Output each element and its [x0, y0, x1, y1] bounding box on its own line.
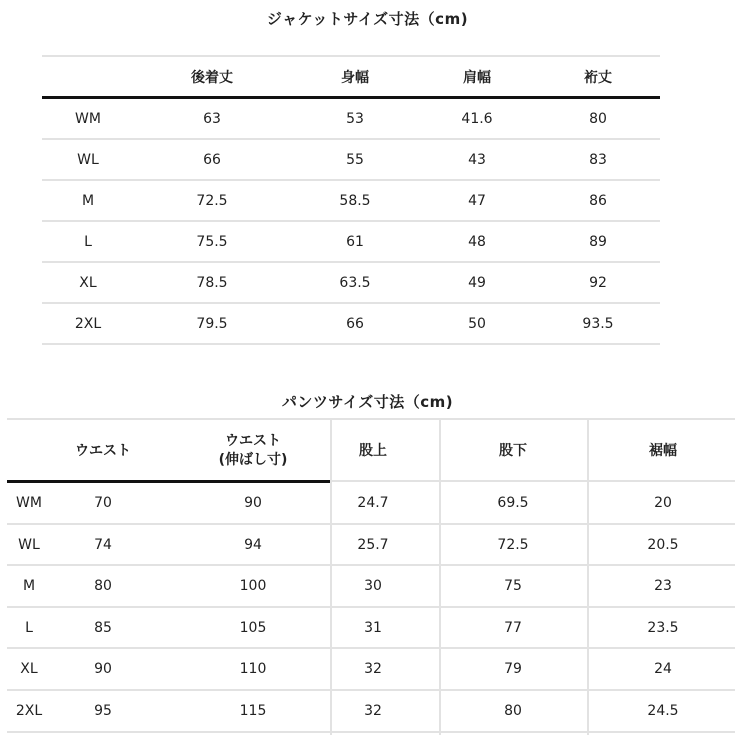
table-cell: 24.7	[357, 495, 389, 511]
table-cell: 75.5	[196, 233, 228, 250]
table-cell: 25.7	[357, 536, 389, 553]
table-row	[42, 263, 660, 304]
table-cell: 75	[504, 578, 522, 594]
jacket-header-sleeve-length: 裄丈	[584, 69, 612, 86]
table-cell: 95	[94, 703, 112, 719]
table-cell: 30	[364, 578, 382, 594]
size-label: WM	[16, 495, 42, 511]
table-cell: 50	[468, 315, 486, 332]
table-cell: 66	[203, 151, 221, 168]
table-cell: 23.5	[647, 619, 679, 636]
jacket-header-back-length: 後着丈	[191, 69, 233, 86]
table-cell: 72.5	[196, 192, 228, 209]
table-cell: 80	[504, 703, 522, 719]
table-row	[7, 566, 735, 606]
table-row	[42, 99, 660, 140]
row-divider	[7, 731, 735, 733]
pants-header-inseam: 股下	[499, 442, 527, 459]
size-label: XL	[79, 274, 97, 291]
table-cell: 105	[239, 619, 267, 636]
size-label: M	[22, 578, 36, 594]
table-cell: 94	[244, 536, 262, 553]
table-cell: 100	[239, 578, 267, 594]
table-cell: 32	[364, 703, 382, 719]
size-label: WL	[18, 536, 40, 553]
pants-size-title: パンツサイズ寸法（cm)	[281, 393, 454, 411]
table-row	[42, 140, 660, 181]
table-cell: 115	[239, 703, 267, 719]
size-label: XL	[20, 661, 38, 677]
pants-header-hem-width: 裾幅	[649, 442, 677, 459]
jacket-size-title: ジャケットサイズ寸法（cm)	[266, 10, 469, 28]
table-cell: 23	[654, 578, 672, 594]
pants-header-waist: ウエスト	[75, 442, 131, 459]
table-cell: 55	[346, 151, 364, 168]
table-cell: 85	[94, 619, 112, 636]
jacket-header-row	[42, 57, 660, 99]
table-cell: 90	[244, 495, 262, 511]
table-row	[7, 608, 735, 647]
table-row	[42, 222, 660, 263]
size-label: 2XL	[74, 315, 102, 332]
table-cell: 66	[346, 315, 364, 332]
pants-header-size	[7, 420, 51, 482]
table-row	[42, 181, 660, 222]
table-cell: 63	[203, 110, 221, 127]
size-label: WL	[77, 151, 99, 168]
jacket-header-body-width: 身幅	[341, 69, 369, 86]
table-cell: 24.5	[647, 703, 679, 719]
table-row	[7, 691, 735, 731]
table-cell: 31	[364, 619, 382, 636]
table-cell: 79.5	[196, 315, 228, 332]
size-label: L	[84, 233, 92, 250]
table-cell: 78.5	[196, 274, 228, 291]
pants-header-rise: 股上	[359, 442, 387, 459]
table-cell: 49	[468, 274, 486, 291]
pants-header-row	[7, 418, 735, 482]
table-row	[42, 304, 660, 345]
table-cell: 80	[589, 110, 607, 127]
table-cell: 92	[589, 274, 607, 291]
table-row	[7, 649, 735, 689]
size-label: L	[25, 619, 33, 636]
size-label: M	[81, 192, 95, 209]
table-cell: 110	[239, 661, 267, 677]
table-row	[7, 483, 735, 523]
table-cell: 63.5	[339, 274, 371, 291]
size-label: 2XL	[15, 703, 43, 719]
jacket-header-shoulder-width: 肩幅	[463, 69, 491, 86]
table-row	[7, 525, 735, 564]
table-cell: 24	[654, 661, 672, 677]
table-cell: 90	[94, 661, 112, 677]
table-cell: 80	[94, 578, 112, 594]
table-cell: 53	[346, 110, 364, 127]
table-cell: 61	[346, 233, 364, 250]
table-cell: 74	[94, 536, 112, 553]
table-cell: 77	[504, 619, 522, 636]
jacket-header-size	[58, 57, 118, 96]
table-cell: 72.5	[497, 536, 529, 553]
table-cell: 48	[468, 233, 486, 250]
table-cell: 32	[364, 661, 382, 677]
table-cell: 58.5	[339, 192, 371, 209]
table-cell: 69.5	[497, 495, 529, 511]
table-cell: 41.6	[461, 110, 493, 127]
pants-size-table	[7, 418, 735, 735]
table-cell: 70	[94, 495, 112, 511]
table-cell: 79	[504, 661, 522, 677]
table-cell: 86	[589, 192, 607, 209]
size-label: WM	[75, 110, 101, 127]
table-cell: 89	[589, 233, 607, 250]
pants-header-waist-stretched: ウエスト (伸ばし寸)	[218, 433, 288, 468]
table-cell: 93.5	[582, 315, 614, 332]
jacket-size-table	[42, 55, 660, 345]
table-cell: 83	[589, 151, 607, 168]
table-cell: 20.5	[647, 536, 679, 553]
table-cell: 43	[468, 151, 486, 168]
table-cell: 20	[654, 495, 672, 511]
table-cell: 47	[468, 192, 486, 209]
